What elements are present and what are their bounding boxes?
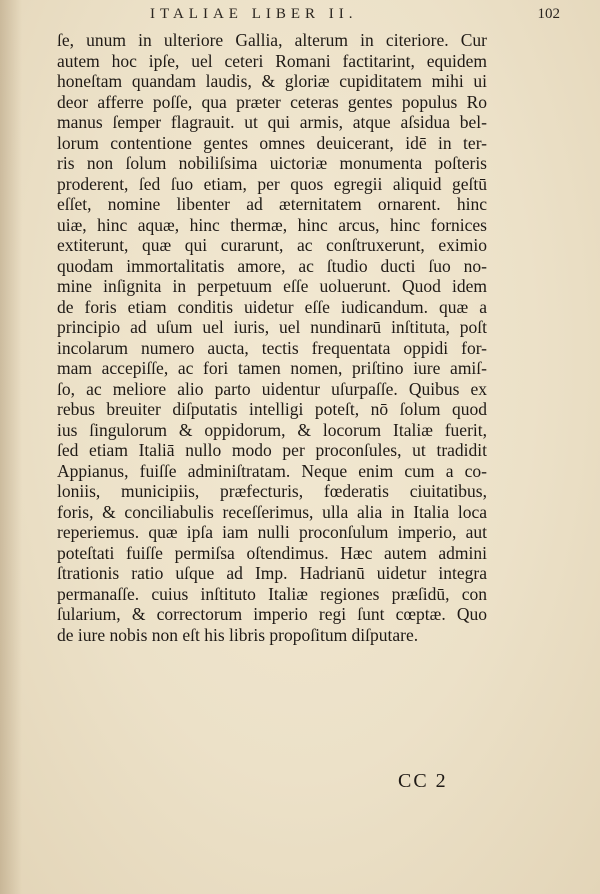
text-line: extiterunt, quæ qui curarunt, ac conſtruxerunt, eximio — [57, 235, 487, 255]
text-line: honeſtam quandam laudis, & gloriæ cupiditatem mihi ui — [57, 71, 487, 91]
text-line: autem hoc ipſe, uel ceteri Romani factitarint, equidem — [57, 50, 487, 71]
body-text — [57, 30, 487, 645]
text-line: foris, & conciliabulis receſſerimus, ulla alia in Italia loca — [57, 501, 487, 522]
text-line: de foris etiam conditis uidetur eſſe iudicandum. quæ a — [57, 296, 487, 317]
text-line: ris non ſolum nobiliſsima uictoriæ monumenta poſteris — [57, 153, 487, 173]
page-header — [150, 6, 560, 30]
text-line: ſo, ac meliore alio parto uidentur uſurpaſſe. Quibus ex — [57, 378, 487, 399]
text-line: loniis, municipiis, præfecturis, fœderatis ciuitatibus, — [57, 481, 487, 501]
text-line: ſed etiam Italiā nullo modo per proconſules, ut tradidit — [57, 440, 487, 460]
text-line: lorum contentione gentes omnes deuicerant, idē in ter- — [57, 132, 487, 153]
text-line: ius ſingulorum & oppidorum, & locorum Italiæ fuerit, — [57, 419, 487, 440]
text-line: deor afferre poſſe, qua præter ceteras gentes populus Ro — [57, 91, 487, 112]
text-line: permanaſſe. cuius inſtituto Italiæ regiones præſidū, con — [57, 583, 487, 604]
text-line: uiæ, hinc aquæ, hinc thermæ, hinc arcus, hinc fornices — [57, 214, 487, 235]
text-line: reperiemus. quæ ipſa iam nulli proconſulum imperio, aut — [57, 522, 487, 542]
text-line: mine inſignita in perpetuum eſſe uoluerunt. Quod idem — [57, 276, 487, 296]
text-line: ſularium, & correctorum imperio regi ſunt cœptæ. Quo — [57, 604, 487, 624]
running-head: ITALIAE LIBER II. — [150, 6, 358, 22]
text-line: poteſtati fuiſſe permiſsa oſtendimus. Hæc autem admini — [57, 542, 487, 563]
text-line: de iure nobis non eſt his libris propoſitum diſputare. — [57, 624, 419, 645]
page-number: 102 — [537, 6, 560, 22]
text-line: incolarum numero aucta, tectis frequentata oppidi for- — [57, 337, 487, 358]
text-line: proderent, ſed ſuo etiam, per quos egregii aliquid geſtū — [57, 173, 487, 194]
text-line: ſe, unum in ulteriore Gallia, alterum in citeriore. Cur — [57, 30, 487, 50]
text-line: ſtrationis ratio uſque ad Imp. Hadrianū uidetur integra — [57, 563, 487, 583]
text-line: eſſet, nomine libenter ad æternitatem ornarent. hinc — [57, 194, 487, 214]
text-line: Appianus, fuiſſe adminiſtratam. Neque enim cum a co- — [57, 460, 487, 481]
text-line: rebus breuiter diſputatis intelligi poteſt, nō ſolum quod — [57, 399, 487, 419]
gutter-shadow — [0, 0, 22, 894]
signature-mark: CC 2 — [398, 770, 448, 792]
text-line: quodam immortalitatis amore, ac ſtudio ducti ſuo no- — [57, 255, 487, 276]
text-line: manus ſemper flagrauit. ut qui armis, atque aſsidua bel- — [57, 112, 487, 132]
text-line: mam accepiſſe, ac fori tamen nomen, priſtino iure amiſ- — [57, 358, 487, 378]
text-line: principio ad uſum uel iuris, uel nundinarū inſtituta, poſt — [57, 317, 487, 337]
